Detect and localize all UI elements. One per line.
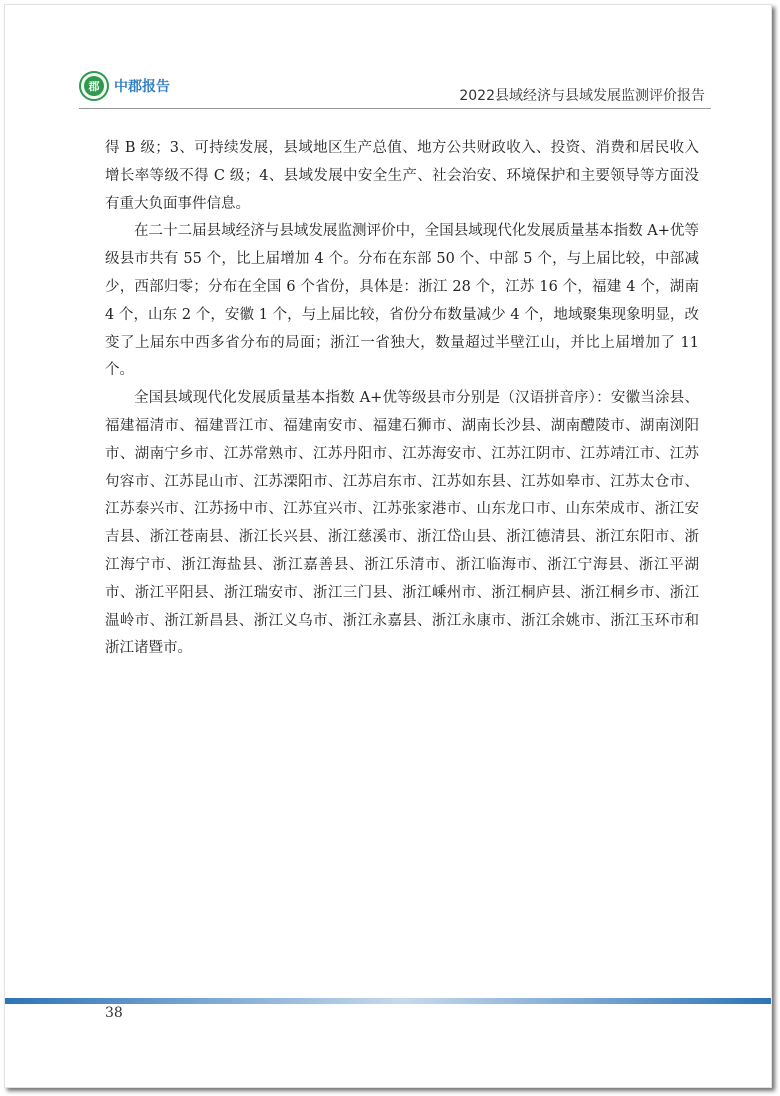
- header-divider: [79, 108, 711, 109]
- paragraph-3: 全国县域现代化发展质量基本指数 A+优等级县市分别是（汉语拼音序）：安徽当涂县、福建福清市、福建晋江市、福建南安市、福建石狮市、湖南长沙县、湖南醴陵市、湖南浏阳市、湖南宁乡市、江苏常熟市、江苏丹阳市、江苏海安市、江苏江阴市、江苏靖江市、江苏句容市、江苏昆山市、江苏溧阳市、江苏启东市、江苏如东县、江苏如皋市、江苏太仓市、江苏泰兴市、江苏扬中市、江苏宜兴市、江苏张家港市、山东龙口市、山东荣成市、浙江安吉县、浙江苍南县、浙江长兴县、浙江慈溪市、浙江岱山县、浙江德清县、浙江东阳市、浙江海宁市、浙江海盐县、浙江嘉善县、浙江乐清市、浙江临海市、浙江宁海县、浙江平湖市、浙江平阳县、浙江瑞安市、浙江三门县、浙江嵊州市、浙江桐庐县、浙江桐乡市、浙江温岭市、浙江新昌县、浙江义乌市、浙江永嘉县、浙江永康市、浙江余姚市、浙江玉环市和浙江诸暨市。: [105, 390, 699, 657]
- report-title: 2022县域经济与县域发展监测评价报告: [459, 88, 705, 104]
- paragraph-1: 得 B 级；3、可持续发展，县域地区生产总值、地方公共财政收入、投资、消费和居民收入增长率等级不得 C 级；4、县域发展中安全生产、社会治安、环境保护和主要领导等方面没有重大负面事件信息。: [105, 140, 699, 212]
- logo-text: 中郡报告: [114, 79, 170, 95]
- logo-glyph: 郡: [84, 76, 104, 96]
- header-logo: [79, 71, 170, 101]
- footer-divider: [5, 998, 771, 1004]
- page-number: 38: [105, 1005, 123, 1021]
- document-page: [4, 4, 772, 1088]
- logo-emblem-icon: [79, 71, 109, 101]
- body-text: [105, 135, 699, 663]
- paragraph-2: 在二十二届县域经济与县域发展监测评价中，全国县域现代化发展质量基本指数 A+优等级县市共有 55 个，比上届增加 4 个。分布在东部 50 个、中部 5 个，与上届比较，中部减少，西部归零；分布在全国 6 个省份，具体是：浙江 28 个，江苏 16 个，福建 4 个，湖南 4 个，山东 2 个，安徽 1 个，与上届比较，省份分布数量减少 4 个，地域聚集现象明显，改变了上届东中西多省分布的局面；浙江一省独大，数量超过半壁江山，并比上届增加了 11 个。: [105, 223, 699, 379]
